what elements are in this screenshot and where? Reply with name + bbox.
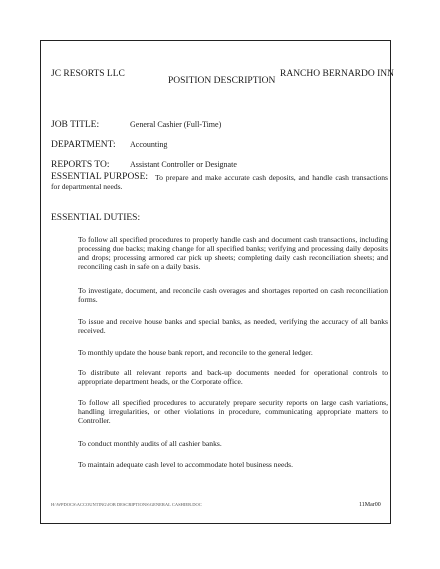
document-page [40, 40, 395, 524]
footer-file-path: H:\WPDOCS\ACCOUNTING\JOB DESCRIPTIONS\GENERAL CASHIER.DOC [51, 502, 202, 507]
duty-item: To investigate, document, and reconcile cash overages and shortages reported on cash reconciliation forms. [78, 286, 388, 304]
company-name: JC RESORTS LLC [51, 69, 125, 79]
purpose-text: To prepare and make accurate cash deposits, and handle cash transactions for departmental needs. [51, 173, 388, 191]
document-title: POSITION DESCRIPTION [168, 76, 276, 86]
duty-item: To monthly update the house bank report, and reconcile to the general ledger. [78, 348, 313, 357]
footer-date: 11Mar00 [359, 502, 381, 508]
duty-item: To distribute all relevant reports and back-up documents needed for operational controls to appropriate department heads, or the Corporate office. [78, 368, 388, 386]
duty-item: To follow all specified procedures to properly handle cash and document cash transactions, including processing due backs; making change for all specified banks; verifying and processing daily deposits and drops; processing armored car pick up sheets; completing daily cash reconciliation sheets; and reconciling cash in safe on a daily basis. [78, 235, 388, 271]
duty-item: To conduct monthly audits of all cashier banks. [78, 439, 222, 448]
location-name: RANCHO BERNARDO INN [280, 69, 395, 79]
job-title-label: JOB TITLE: [51, 120, 100, 130]
duties-heading: ESSENTIAL DUTIES: [51, 213, 141, 223]
duty-item: To maintain adequate cash level to accommodate hotel business needs. [78, 460, 293, 469]
duty-item: To follow all specified procedures to accurately prepare security reports on large cash variations, handling irregularities, or other violations in procedure, communicating appropriate matters to Controller. [78, 398, 388, 425]
duty-item: To issue and receive house banks and special banks, as needed, verifying the accuracy of all banks received. [78, 317, 388, 335]
reports-to-label: REPORTS TO: [51, 160, 110, 170]
reports-to-value: Assistant Controller or Designate [130, 160, 237, 169]
department-label: DEPARTMENT: [51, 140, 116, 150]
department-value: Accounting [130, 140, 168, 149]
purpose-label: ESSENTIAL PURPOSE: [51, 172, 149, 182]
job-title-value: General Cashier (Full-Time) [130, 120, 222, 129]
